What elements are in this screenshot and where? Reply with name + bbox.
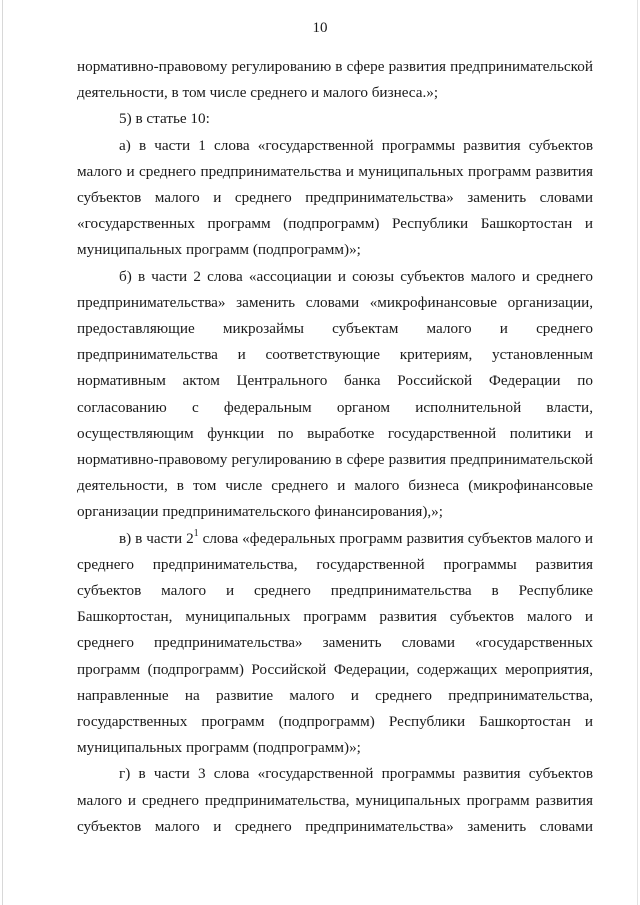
page-number: 10 — [312, 20, 328, 36]
scan-edge-left — [2, 0, 3, 905]
scan-edge-right — [637, 0, 638, 905]
item-v-superscript: 1 — [193, 527, 199, 539]
paragraph-item-g: г) в части 3 слова «государственной программы развития субъектов малого и среднего предпринимательства, муниципальных программ развития субъектов малого и среднего предпринимательства» заменить словами — [77, 765, 593, 835]
paragraph-item-a: а) в части 1 слова «государственной программы развития субъектов малого и среднего предпринимательства и муниципальных программ развития субъектов малого и среднего предпринимательства» заменить словами «государственных программ (подпрограмм) Республики Башкортостан и муниципальных программ (подпрограмм)»; — [77, 136, 593, 259]
paragraph-article-10: 5) в статье 10: — [119, 110, 210, 128]
document-body — [77, 54, 593, 840]
item-v-lead: в) в части 2 — [119, 529, 194, 547]
item-v-text: слова «федеральных программ развития субъектов малого и среднего предпринимательства, государственной программы развития субъектов малого и среднего предпринимательства в Республике Башкортостан, муниципальных программ развития субъектов малого и среднего предпринимательства» заменить словами «государственных программ (подпрограмм) Российской Федерации, содержащих мероприятия, направленные на развитие малого и среднего предпринимательства, государственных программ (подпрограмм) Республики Башкортостан и муниципальных программ (подпрограмм)»; — [77, 529, 593, 757]
paragraph-continuation: нормативно-правовому регулированию в сфере развития предпринимательской деятельности, в том числе среднего и малого бизнеса.»; — [77, 58, 593, 102]
paragraph-item-b: б) в части 2 слова «ассоциации и союзы субъектов малого и среднего предпринимательства» заменить словами «микрофинансовые организации, предоставляющие микрозаймы субъектам малого и среднего предпринимательства и соответствующие критериям, установленным нормативным актом Центрального банка Российской Федерации по согласованию с федеральным органом исполнительной власти, осуществляющим функции по выработке государственной политики и нормативно-правовому регулированию в сфере развития предпринимательской деятельности, в том числе среднего и малого бизнеса (микрофинансовые организации предпринимательского финансирования),»; — [77, 267, 593, 521]
paragraph-item-v — [77, 526, 593, 762]
